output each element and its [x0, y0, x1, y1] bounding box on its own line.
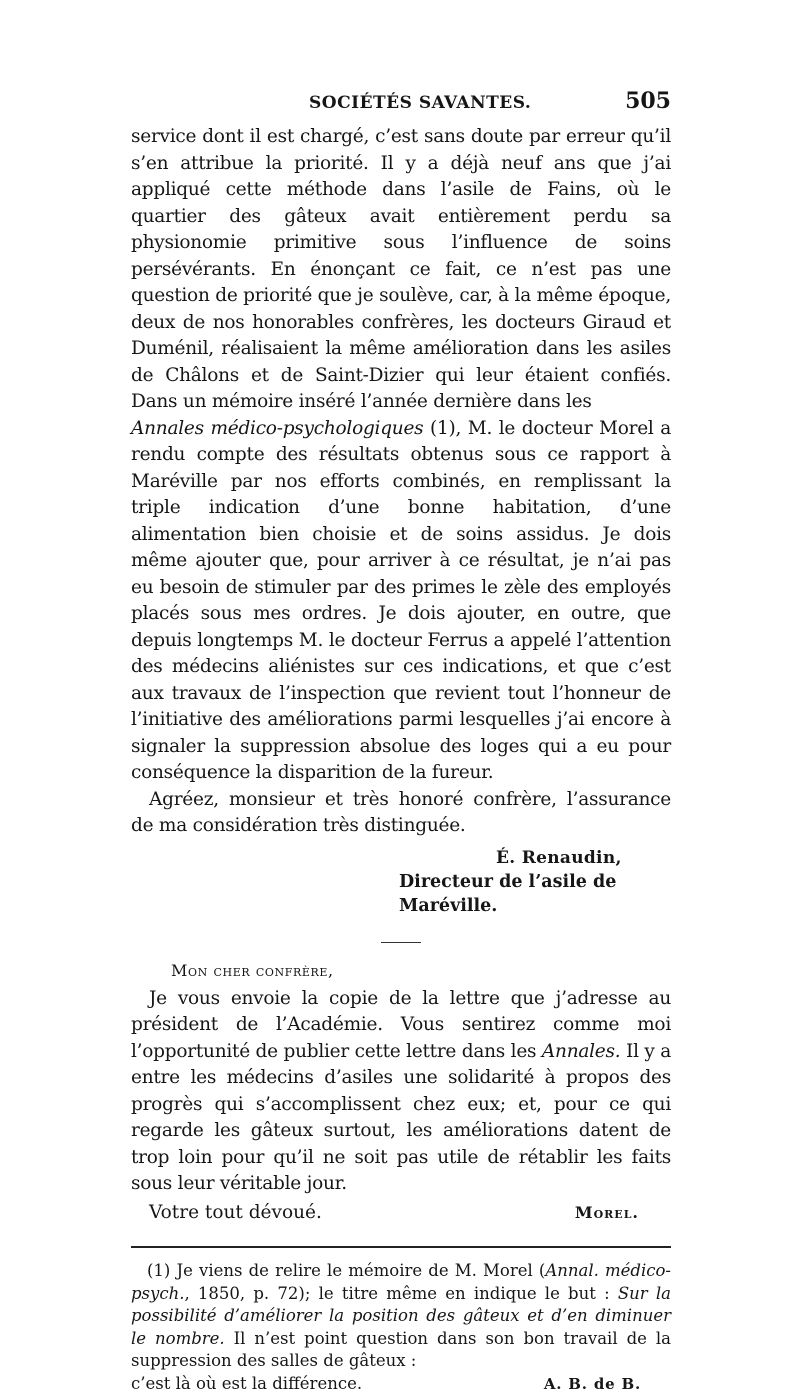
page-number: 505 — [625, 88, 671, 114]
letter1-paragraph-1 — [131, 124, 671, 787]
letter2-paragraph — [131, 986, 671, 1198]
section-divider — [381, 942, 421, 943]
footnote-reference-title: Annal. médico-psych. — [131, 1261, 671, 1303]
running-head — [131, 88, 671, 120]
footnote-reference: (1), — [423, 418, 467, 439]
signature-title: Directeur de l’asile de Maréville. — [399, 870, 671, 918]
footnote-quote: Sur la possibilité d’améliorer la position des gâteux et d’en diminuer le nombre. — [131, 1284, 671, 1348]
footnote-initials: A. B. de B. — [544, 1373, 641, 1395]
footnote-final-text: c’est là où est la différence. — [131, 1373, 362, 1395]
footnote-rule — [131, 1246, 671, 1248]
signature-morel: Morel. — [575, 1200, 639, 1227]
letter1-paragraph-2 — [131, 787, 671, 840]
closing-phrase: Votre tout dévoué. — [149, 1200, 322, 1227]
letter1-text-b: M. le docteur Morel a rendu compte des résultats obtenus sous ce rapport à Maréville par nos efforts combinés, en remplissant la triple indication d’une bonne habitation, d’une alimentation bien choisie et de soins assidus. Je dois même ajouter que, pour arriver à ce résultat, je n’ai pas eu besoin de stimuler par des primes le zèle des employés placés sous mes ordres. Je dois ajouter, en outre, que depuis longtemps M. le docteur Ferrus a appelé l’attention des médecins aliénistes sur ces indications, et que c’est aux travaux de l’inspection que revient tout l’honneur de l’initiative des améliorations parmi lesquelles j’ai encore à signaler la suppression absolue des loges qui a eu pour conséquence la disparition de la fureur. — [131, 418, 671, 784]
letter2-closing — [131, 1200, 671, 1227]
letter1-closing: Agréez, monsieur et très honoré confrère, l’assurance de ma considération très distinguée. — [131, 789, 671, 837]
letter1-text-a: service dont il est chargé, c’est sans doute par erreur qu’il s’en attribue la priorité. Il y a déjà neuf ans que j’ai appliqué cette méthode dans l’asile de Fains, où le quartier des gâteux avait entièrement perdu sa physionomie primitive sous l’influence de soins persévérants. En énonçant ce fait, ce n’est pas une question de priorité que je soulève, car, à la même époque, deux de nos honorables confrères, les docteurs Giraud et Duménil, réalisaient la même amélioration dans les asiles de Châlons et de Saint-Dizier qui leur étaient confiés. Dans un mémoire inséré l’année dernière dans les — [131, 126, 671, 412]
footnote-text-a: Je viens de relire le mémoire de M. Morel ( — [170, 1261, 545, 1280]
signature-name: É. Renaudin, — [496, 846, 671, 870]
footnote-marker: (1) — [147, 1261, 170, 1280]
footnote-text-c: Il n’est point question dans son bon travail de la suppression des salles de gâteux : — [131, 1329, 671, 1371]
salutation: Mon cher confrère, — [171, 961, 671, 980]
letter1-signature — [131, 846, 671, 918]
running-title: SOCIÉTÉS SAVANTES. — [309, 93, 531, 113]
footnote-text-b: , 1850, p. 72); le titre même en indique le but : — [184, 1284, 617, 1303]
annales-title: Annales. — [542, 1041, 620, 1062]
footnote — [131, 1260, 671, 1373]
letter2-text-a: Je vous envoie la copie de la lettre que j’adresse au président de l’Académie. Vous sentirez comme moi l’opportunité de publier cette lettre dans les — [131, 988, 671, 1062]
footnote-last-line — [131, 1373, 671, 1395]
book-page — [131, 88, 671, 1395]
journal-title: Annales médico-psychologiques — [131, 418, 423, 439]
letter2-text-b: Il y a entre les médecins d’asiles une solidarité à propos des progrès qui s’accomplissent chez eux; et, pour ce qui regarde les gâteux surtout, les améliorations datent de trop loin pour qu’il ne soit pas utile de rétablir les faits sous leur véritable jour. — [131, 1041, 671, 1195]
